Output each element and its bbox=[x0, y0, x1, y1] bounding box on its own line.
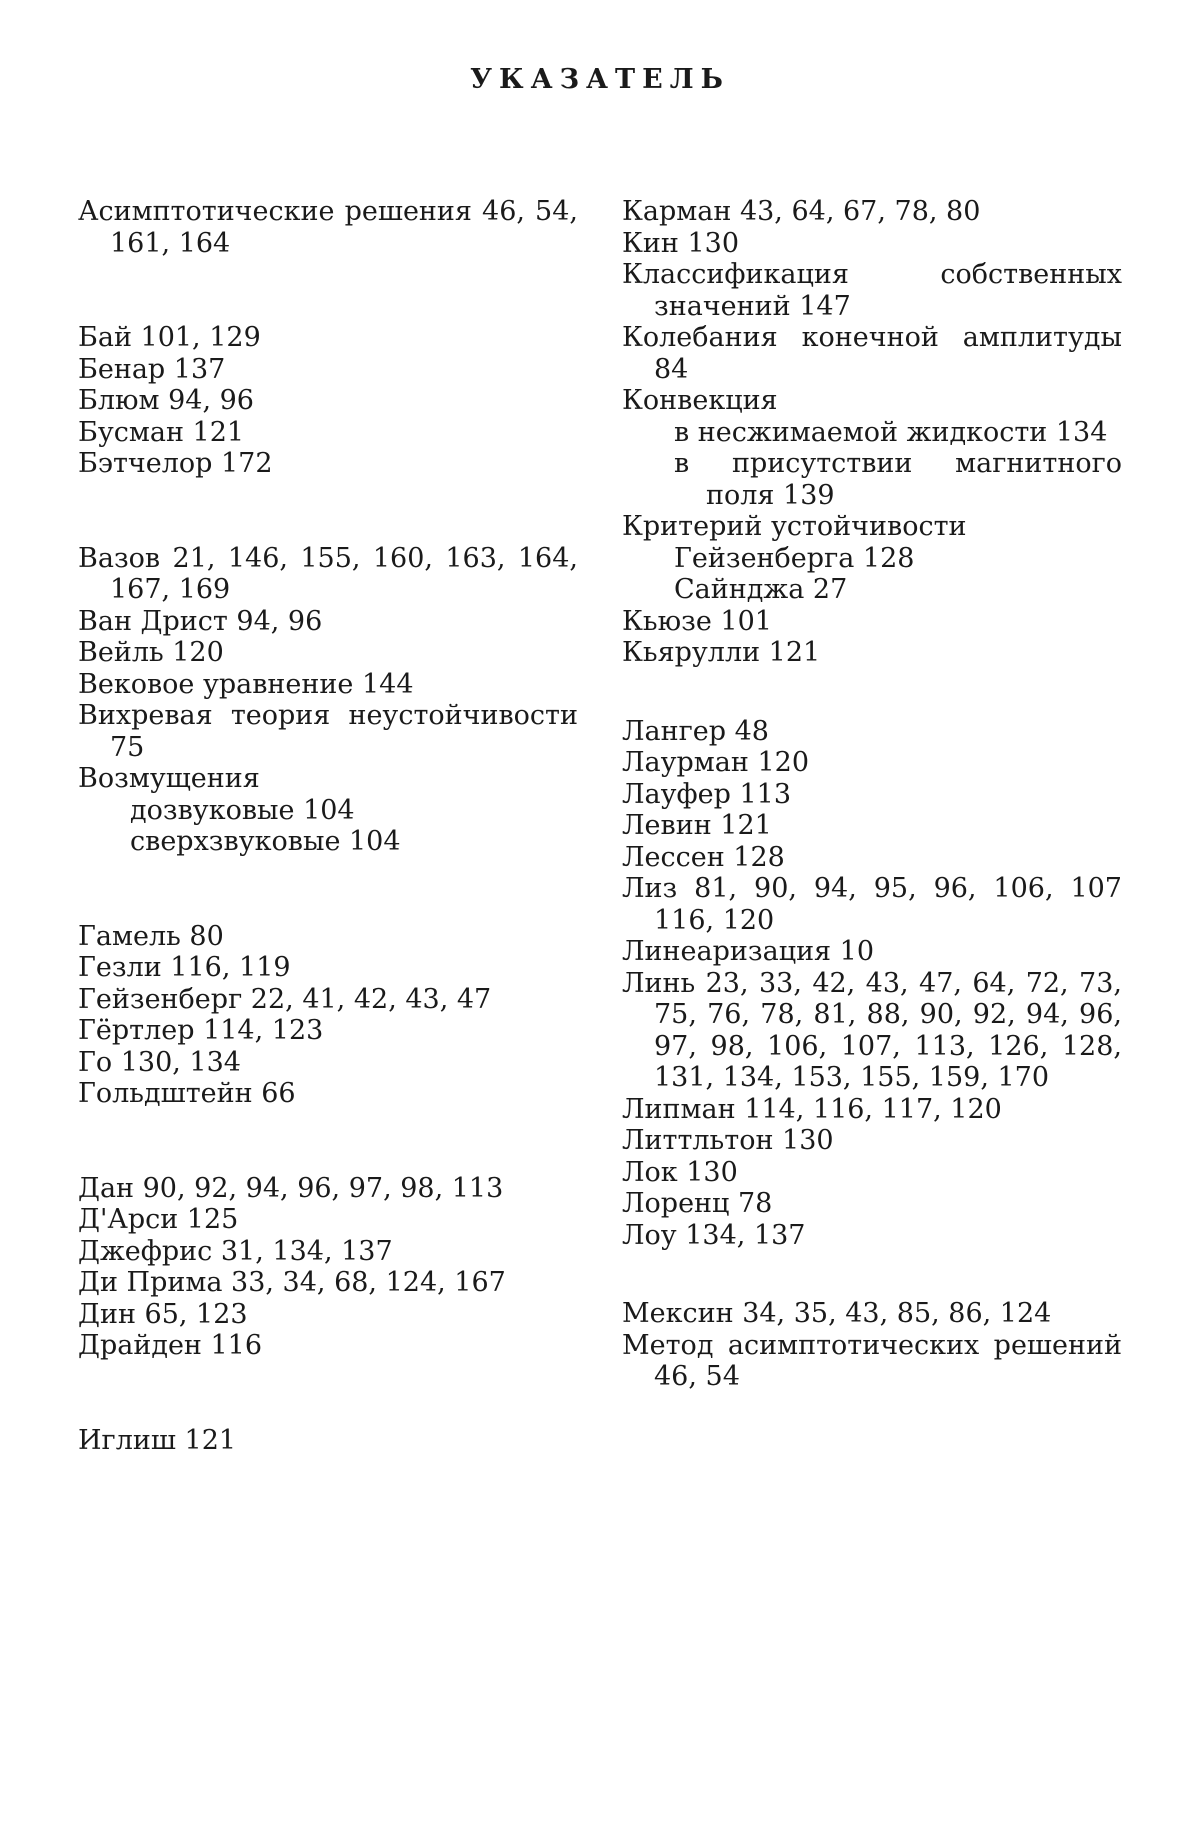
group-gap bbox=[622, 1251, 1122, 1298]
index-entry: Лиз 81, 90, 94, 95, 96, 106, 107 116, 120 bbox=[622, 873, 1122, 936]
group-gap bbox=[78, 1362, 578, 1425]
index-entry: Дин 65, 123 bbox=[78, 1298, 248, 1330]
index-letter-group bbox=[622, 716, 1122, 1252]
index-entry: Вазов 21, 146, 155, 160, 163, 164, 167, 169 bbox=[78, 542, 578, 605]
index-subentry: в несжимаемой жидкости 134 bbox=[674, 416, 1108, 448]
index-entry: Мексин 34, 35, 43, 85, 86, 124 bbox=[622, 1298, 1052, 1329]
group-gap bbox=[78, 259, 578, 322]
index-entry: Лаурман 120 bbox=[622, 747, 810, 778]
index-entry: Д'Арси 125 bbox=[78, 1204, 239, 1235]
index-entry: Литтльтон 130 bbox=[622, 1125, 834, 1156]
index-column-left bbox=[78, 196, 578, 1456]
index-entry: Лангер 48 bbox=[622, 715, 769, 747]
index-letter-group bbox=[78, 543, 578, 858]
index-letter-group bbox=[78, 921, 578, 1110]
index-entry: Конвекция bbox=[622, 385, 778, 416]
index-entry: Линеаризация 10 bbox=[622, 936, 875, 967]
index-letter-group bbox=[622, 1298, 1122, 1393]
index-entry: Иглиш 121 bbox=[78, 1424, 237, 1456]
index-letter-group bbox=[78, 196, 578, 259]
index-entry: Гамель 80 bbox=[78, 920, 224, 952]
index-entry: Лоренц 78 bbox=[622, 1188, 773, 1219]
index-subentry: Гейзенберга 128 bbox=[674, 542, 915, 574]
index-entry: Липман 114, 116, 117, 120 bbox=[622, 1093, 1002, 1125]
index-entry: Колебания конечной амплитуды 84 bbox=[622, 322, 1122, 385]
index-entry: Кьюзе 101 bbox=[622, 605, 772, 637]
index-entry: Вейль 120 bbox=[78, 637, 224, 668]
index-entry: Гезли 116, 119 bbox=[78, 952, 291, 983]
index-entry: Гёртлер 114, 123 bbox=[78, 1015, 324, 1046]
index-entry: Вихревая теория неустойчивости 75 bbox=[78, 700, 578, 763]
group-gap bbox=[78, 480, 578, 543]
index-entry: Лессен 128 bbox=[622, 841, 785, 873]
index-entry: Бенар 137 bbox=[78, 353, 226, 385]
index-entry: Драйден 116 bbox=[78, 1330, 263, 1361]
index-entry: Лоу 134, 137 bbox=[622, 1219, 806, 1251]
group-gap bbox=[78, 858, 578, 921]
index-entry: Джефрис 31, 134, 137 bbox=[78, 1235, 393, 1267]
index-entry: Лауфер 113 bbox=[622, 778, 792, 810]
index-entry: Бай 101, 129 bbox=[78, 322, 261, 353]
index-entry: Гейзенберг 22, 41, 42, 43, 47 bbox=[78, 983, 492, 1015]
index-entry: Ди Прима 33, 34, 68, 124, 167 bbox=[78, 1267, 506, 1298]
index-entry: Метод асимптотических решений 46, 54 bbox=[622, 1329, 1122, 1392]
index-entry: Гольдштейн 66 bbox=[78, 1078, 296, 1109]
index-entry: Ван Дрист 94, 96 bbox=[78, 605, 323, 637]
index-entry: Дан 90, 92, 94, 96, 97, 98, 113 bbox=[78, 1172, 504, 1204]
index-subentry: дозвуковые 104 bbox=[130, 794, 355, 826]
index-entry: Блюм 94, 96 bbox=[78, 385, 254, 416]
index-entry: Кин 130 bbox=[622, 227, 740, 259]
index-entry: Бэтчелор 172 bbox=[78, 448, 273, 479]
index-entry: Линь 23, 33, 42, 43, 47, 64, 72, 73, 75, 76, 78, 81, 88, 90, 92, 94, 96, 97, 98, 106, 107, 113, 126, 128, 131, 134, 153, 155, 159, 170 bbox=[622, 967, 1122, 1093]
index-entry: Кьярулли 121 bbox=[622, 637, 821, 668]
index-entry: Левин 121 bbox=[622, 810, 772, 841]
index-letter-group bbox=[78, 322, 578, 480]
index-letter-group bbox=[622, 196, 1122, 669]
index-subentry: Сайнджа 27 bbox=[674, 574, 848, 605]
page-title: УКАЗАТЕЛЬ bbox=[470, 64, 730, 95]
index-letter-group bbox=[78, 1425, 578, 1457]
index-letter-group bbox=[78, 1173, 578, 1362]
index-column-right bbox=[622, 196, 1122, 1393]
index-entry: Классификация собственных значений 147 bbox=[622, 259, 1122, 322]
group-gap bbox=[622, 669, 1122, 716]
index-entry: Лок 130 bbox=[622, 1156, 738, 1188]
group-gap bbox=[78, 1110, 578, 1173]
index-entry: Вековое уравнение 144 bbox=[78, 668, 414, 700]
index-entry: Возмущения bbox=[78, 763, 260, 794]
index-entry: Карман 43, 64, 67, 78, 80 bbox=[622, 196, 981, 227]
index-entry: Бусман 121 bbox=[78, 416, 245, 448]
index-subentry: сверхзвуковые 104 bbox=[130, 826, 401, 857]
index-entry: Критерий устойчивости bbox=[622, 511, 967, 542]
index-subentry: в присутствии магнитного поля 139 bbox=[674, 448, 1122, 511]
index-entry: Асимптотические решения 46, 54, 161, 164 bbox=[78, 196, 578, 259]
index-entry: Го 130, 134 bbox=[78, 1046, 241, 1078]
